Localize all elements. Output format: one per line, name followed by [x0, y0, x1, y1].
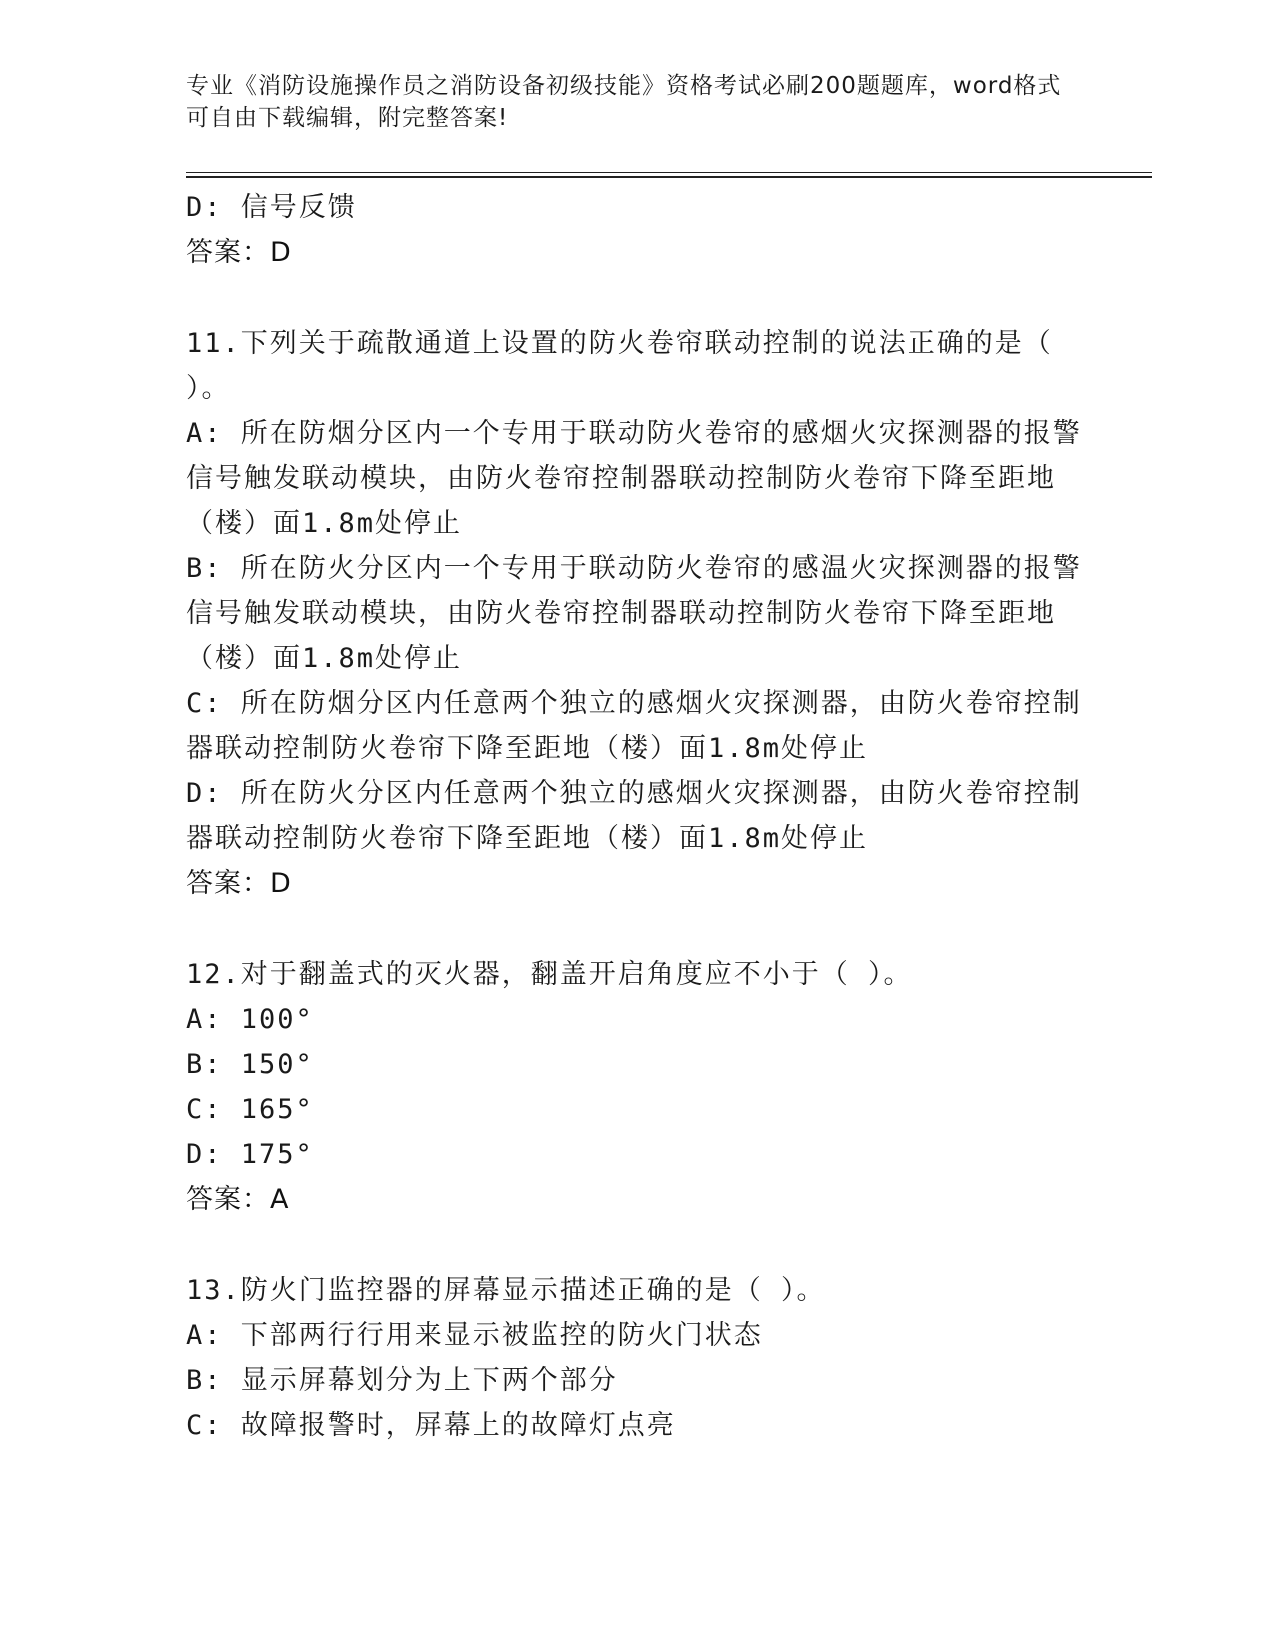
option-a: A: 所在防烟分区内一个专用于联动防火卷帘的感烟火灾探测器的报警信号触发联动模块，由防火卷帘控制器联动控制防火卷帘下降至距地（楼）面1.8m处停止: [186, 418, 1082, 539]
option-b: B: 150°: [186, 1049, 314, 1080]
option-b: B: 所在防火分区内一个专用于联动防火卷帘的感温火灾探测器的报警信号触发联动模块，由防火卷帘控制器联动控制防火卷帘下降至距地（楼）面1.8m处停止: [186, 553, 1082, 674]
answer: 答案：D: [186, 237, 292, 268]
question-12: [186, 952, 1086, 1222]
question-content: [186, 185, 1086, 1448]
option-d: D: 所在防火分区内任意两个独立的感烟火灾探测器，由防火卷帘控制器联动控制防火卷帘下降至距地（楼）面1.8m处停止: [186, 778, 1082, 854]
document-header: 专业《消防设施操作员之消防设备初级技能》资格考试必刷200题题库，word格式可自由下载编辑，附完整答案!: [186, 73, 1062, 131]
option-b: B: 显示屏幕划分为上下两个部分: [186, 1365, 618, 1396]
question-13: [186, 1268, 1086, 1448]
question-11: [186, 321, 1086, 906]
previous-question-tail: [186, 185, 1086, 275]
option-c: C: 所在防烟分区内任意两个独立的感烟火灾探测器，由防火卷帘控制器联动控制防火卷帘下降至距地（楼）面1.8m处停止: [186, 688, 1082, 764]
answer: 答案：A: [186, 1184, 290, 1215]
header-divider-top: [186, 172, 1152, 173]
option-c: C: 故障报警时，屏幕上的故障灯点亮: [186, 1410, 676, 1441]
question-stem: 11.下列关于疏散通道上设置的防火卷帘联动控制的说法正确的是（ ）。: [186, 328, 1053, 404]
question-stem: 12.对于翻盖式的灭火器，翻盖开启角度应不小于（ ）。: [186, 959, 913, 990]
answer: 答案：D: [186, 868, 292, 899]
option-a: A: 下部两行行用来显示被监控的防火门状态: [186, 1320, 763, 1351]
option-d: D: 信号反馈: [186, 192, 357, 223]
header-divider-bottom: [186, 176, 1152, 178]
question-stem: 13.防火门监控器的屏幕显示描述正确的是（ ）。: [186, 1275, 826, 1306]
option-c: C: 165°: [186, 1094, 314, 1125]
option-a: A: 100°: [186, 1004, 314, 1035]
option-d: D: 175°: [186, 1139, 314, 1170]
